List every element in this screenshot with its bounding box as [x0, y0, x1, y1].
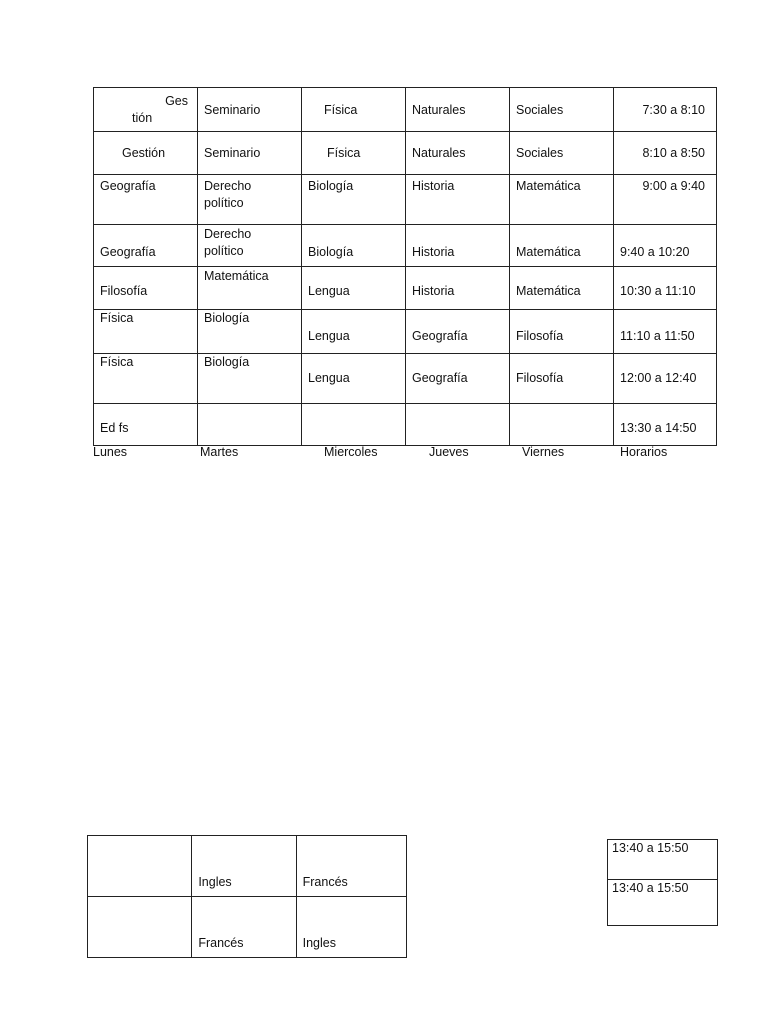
cell-text-line: Francés — [198, 936, 244, 950]
time-slot-text: 13:40 a 15:50 — [612, 881, 689, 895]
schedule-cell — [198, 267, 302, 310]
cell-text-line: Derecho — [204, 179, 252, 193]
day-label-martes: Martes — [200, 445, 239, 459]
language-cell — [296, 897, 406, 958]
cell-text-line: Ges — [165, 93, 188, 108]
cell-text-line: Biología — [308, 245, 354, 259]
schedule-cell — [302, 267, 406, 310]
cell-text-line: Historia — [412, 179, 455, 193]
day-label-jueves: Jueves — [429, 445, 469, 459]
schedule-cell — [198, 310, 302, 354]
language-cell — [88, 897, 192, 958]
cell-text-line: Naturales — [412, 146, 466, 160]
cell-text-line: Naturales — [412, 102, 466, 117]
schedule-cell — [406, 354, 510, 404]
day-label-lunes: Lunes — [93, 445, 128, 459]
schedule-cell — [510, 354, 614, 404]
cell-text-line: Sociales — [516, 102, 564, 117]
cell-text-line: tión — [132, 110, 153, 125]
schedule-cell — [198, 88, 302, 132]
language-row — [88, 836, 407, 897]
time-slot-text: 8:10 a 8:50 — [642, 146, 705, 160]
schedule-row — [94, 225, 717, 267]
language-cell — [88, 836, 192, 897]
time-slot-text: 12:00 a 12:40 — [620, 371, 697, 385]
schedule-cell — [94, 404, 198, 446]
cell-text-line: Ingles — [198, 875, 232, 889]
cell-text-line: político — [204, 196, 244, 210]
cell-text-line: Ingles — [302, 936, 336, 950]
cell-text-line: Gestión — [122, 146, 166, 160]
time-slot-text: 13:40 a 15:50 — [612, 841, 689, 855]
schedule-cell — [198, 132, 302, 175]
schedule-cell — [198, 175, 302, 225]
schedule-cell — [198, 404, 302, 446]
schedule-cell — [302, 310, 406, 354]
extra-time-cell — [608, 840, 718, 880]
cell-text-line: Lengua — [308, 329, 350, 343]
time-slot-text: 13:30 a 14:50 — [620, 421, 697, 435]
schedule-cell — [94, 225, 198, 267]
cell-text-line: Lengua — [308, 371, 350, 385]
cell-text-line: Geografía — [412, 329, 468, 343]
schedule-cell — [302, 88, 406, 132]
cell-text-line: Filosofía — [100, 284, 148, 298]
cell-text-line: Biología — [204, 311, 250, 325]
cell-text-line: Ed fs — [100, 421, 129, 435]
day-labels-row — [93, 445, 716, 461]
schedule-cell — [406, 132, 510, 175]
time-slot-text: 9:00 a 9:40 — [642, 179, 705, 193]
language-row — [88, 897, 407, 958]
cell-text-line: Seminario — [204, 146, 261, 160]
schedule-cell — [198, 225, 302, 267]
schedule-row — [94, 354, 717, 404]
cell-text-line: Geografía — [100, 179, 156, 193]
cell-text-line: Historia — [412, 284, 455, 298]
cell-text-line: Historia — [412, 245, 455, 259]
cell-text-line: Física — [100, 311, 134, 325]
schedule-time-cell — [614, 225, 717, 267]
schedule-cell — [302, 132, 406, 175]
schedule-table — [93, 87, 717, 446]
schedule-time-cell — [614, 404, 717, 446]
schedule-cell — [302, 354, 406, 404]
cell-text-line: Física — [327, 146, 361, 160]
extra-times-row — [608, 880, 718, 926]
schedule-time-cell — [614, 132, 717, 175]
cell-text-line: Filosofía — [516, 371, 564, 385]
schedule-cell — [510, 404, 614, 446]
extra-times-table — [607, 839, 718, 926]
schedule-cell — [510, 310, 614, 354]
language-cell — [192, 897, 296, 958]
cell-text-line: Seminario — [204, 102, 261, 117]
time-slot-text: 9:40 a 10:20 — [620, 245, 690, 259]
cell-text-line: Lengua — [308, 284, 350, 298]
language-cell — [192, 836, 296, 897]
schedule-cell — [302, 404, 406, 446]
time-slot-text: 11:10 a 11:50 — [620, 329, 695, 343]
extra-time-cell — [608, 880, 718, 926]
schedule-cell — [94, 354, 198, 404]
time-slot-text: 7:30 a 8:10 — [642, 102, 705, 117]
schedule-cell — [302, 175, 406, 225]
cell-text-line: Física — [100, 355, 134, 369]
schedule-cell — [198, 354, 302, 404]
schedule-cell — [302, 225, 406, 267]
schedule-cell — [510, 267, 614, 310]
day-label-viernes: Viernes — [522, 445, 565, 459]
cell-text-line: Matemática — [516, 179, 581, 193]
schedule-cell — [406, 267, 510, 310]
schedule-cell — [406, 88, 510, 132]
schedule-cell — [510, 88, 614, 132]
schedule-cell — [94, 267, 198, 310]
schedule-time-cell — [614, 310, 717, 354]
schedule-row — [94, 175, 717, 225]
cell-text-line: Biología — [308, 179, 354, 193]
schedule-cell — [510, 132, 614, 175]
schedule-time-cell — [614, 175, 717, 225]
schedule-cell — [406, 175, 510, 225]
cell-text-line: Geografía — [100, 245, 156, 259]
language-cell — [296, 836, 406, 897]
cell-text-line: Geografía — [412, 371, 468, 385]
cell-text-line: Francés — [302, 875, 348, 889]
cell-text-line: Derecho — [204, 227, 252, 241]
schedule-cell — [94, 310, 198, 354]
schedule-cell — [406, 225, 510, 267]
day-label-miercoles: Miercoles — [324, 445, 378, 459]
schedule-cell — [510, 175, 614, 225]
day-label-horarios: Horarios — [620, 445, 668, 459]
schedule-row — [94, 88, 717, 132]
schedule-time-cell — [614, 88, 717, 132]
schedule-row — [94, 267, 717, 310]
cell-text-line: político — [204, 244, 244, 258]
cell-text-line: Matemática — [516, 284, 581, 298]
schedule-cell — [94, 132, 198, 175]
schedule-cell — [406, 404, 510, 446]
schedule-cell — [94, 175, 198, 225]
extra-times-row — [608, 840, 718, 880]
cell-text-line: Sociales — [516, 146, 564, 160]
schedule-time-cell — [614, 267, 717, 310]
schedule-time-cell — [614, 354, 717, 404]
cell-text-line: Filosofía — [516, 329, 564, 343]
schedule-cell — [94, 88, 198, 132]
schedule-row — [94, 132, 717, 175]
schedule-cell — [510, 225, 614, 267]
schedule-row — [94, 404, 717, 446]
cell-text-line: Matemática — [204, 269, 269, 283]
schedule-row — [94, 310, 717, 354]
language-table — [87, 835, 407, 958]
schedule-cell — [406, 310, 510, 354]
cell-text-line: Matemática — [516, 245, 581, 259]
cell-text-line: Biología — [204, 355, 250, 369]
time-slot-text: 10:30 a 11:10 — [620, 284, 696, 298]
cell-text-line: Física — [324, 102, 358, 117]
